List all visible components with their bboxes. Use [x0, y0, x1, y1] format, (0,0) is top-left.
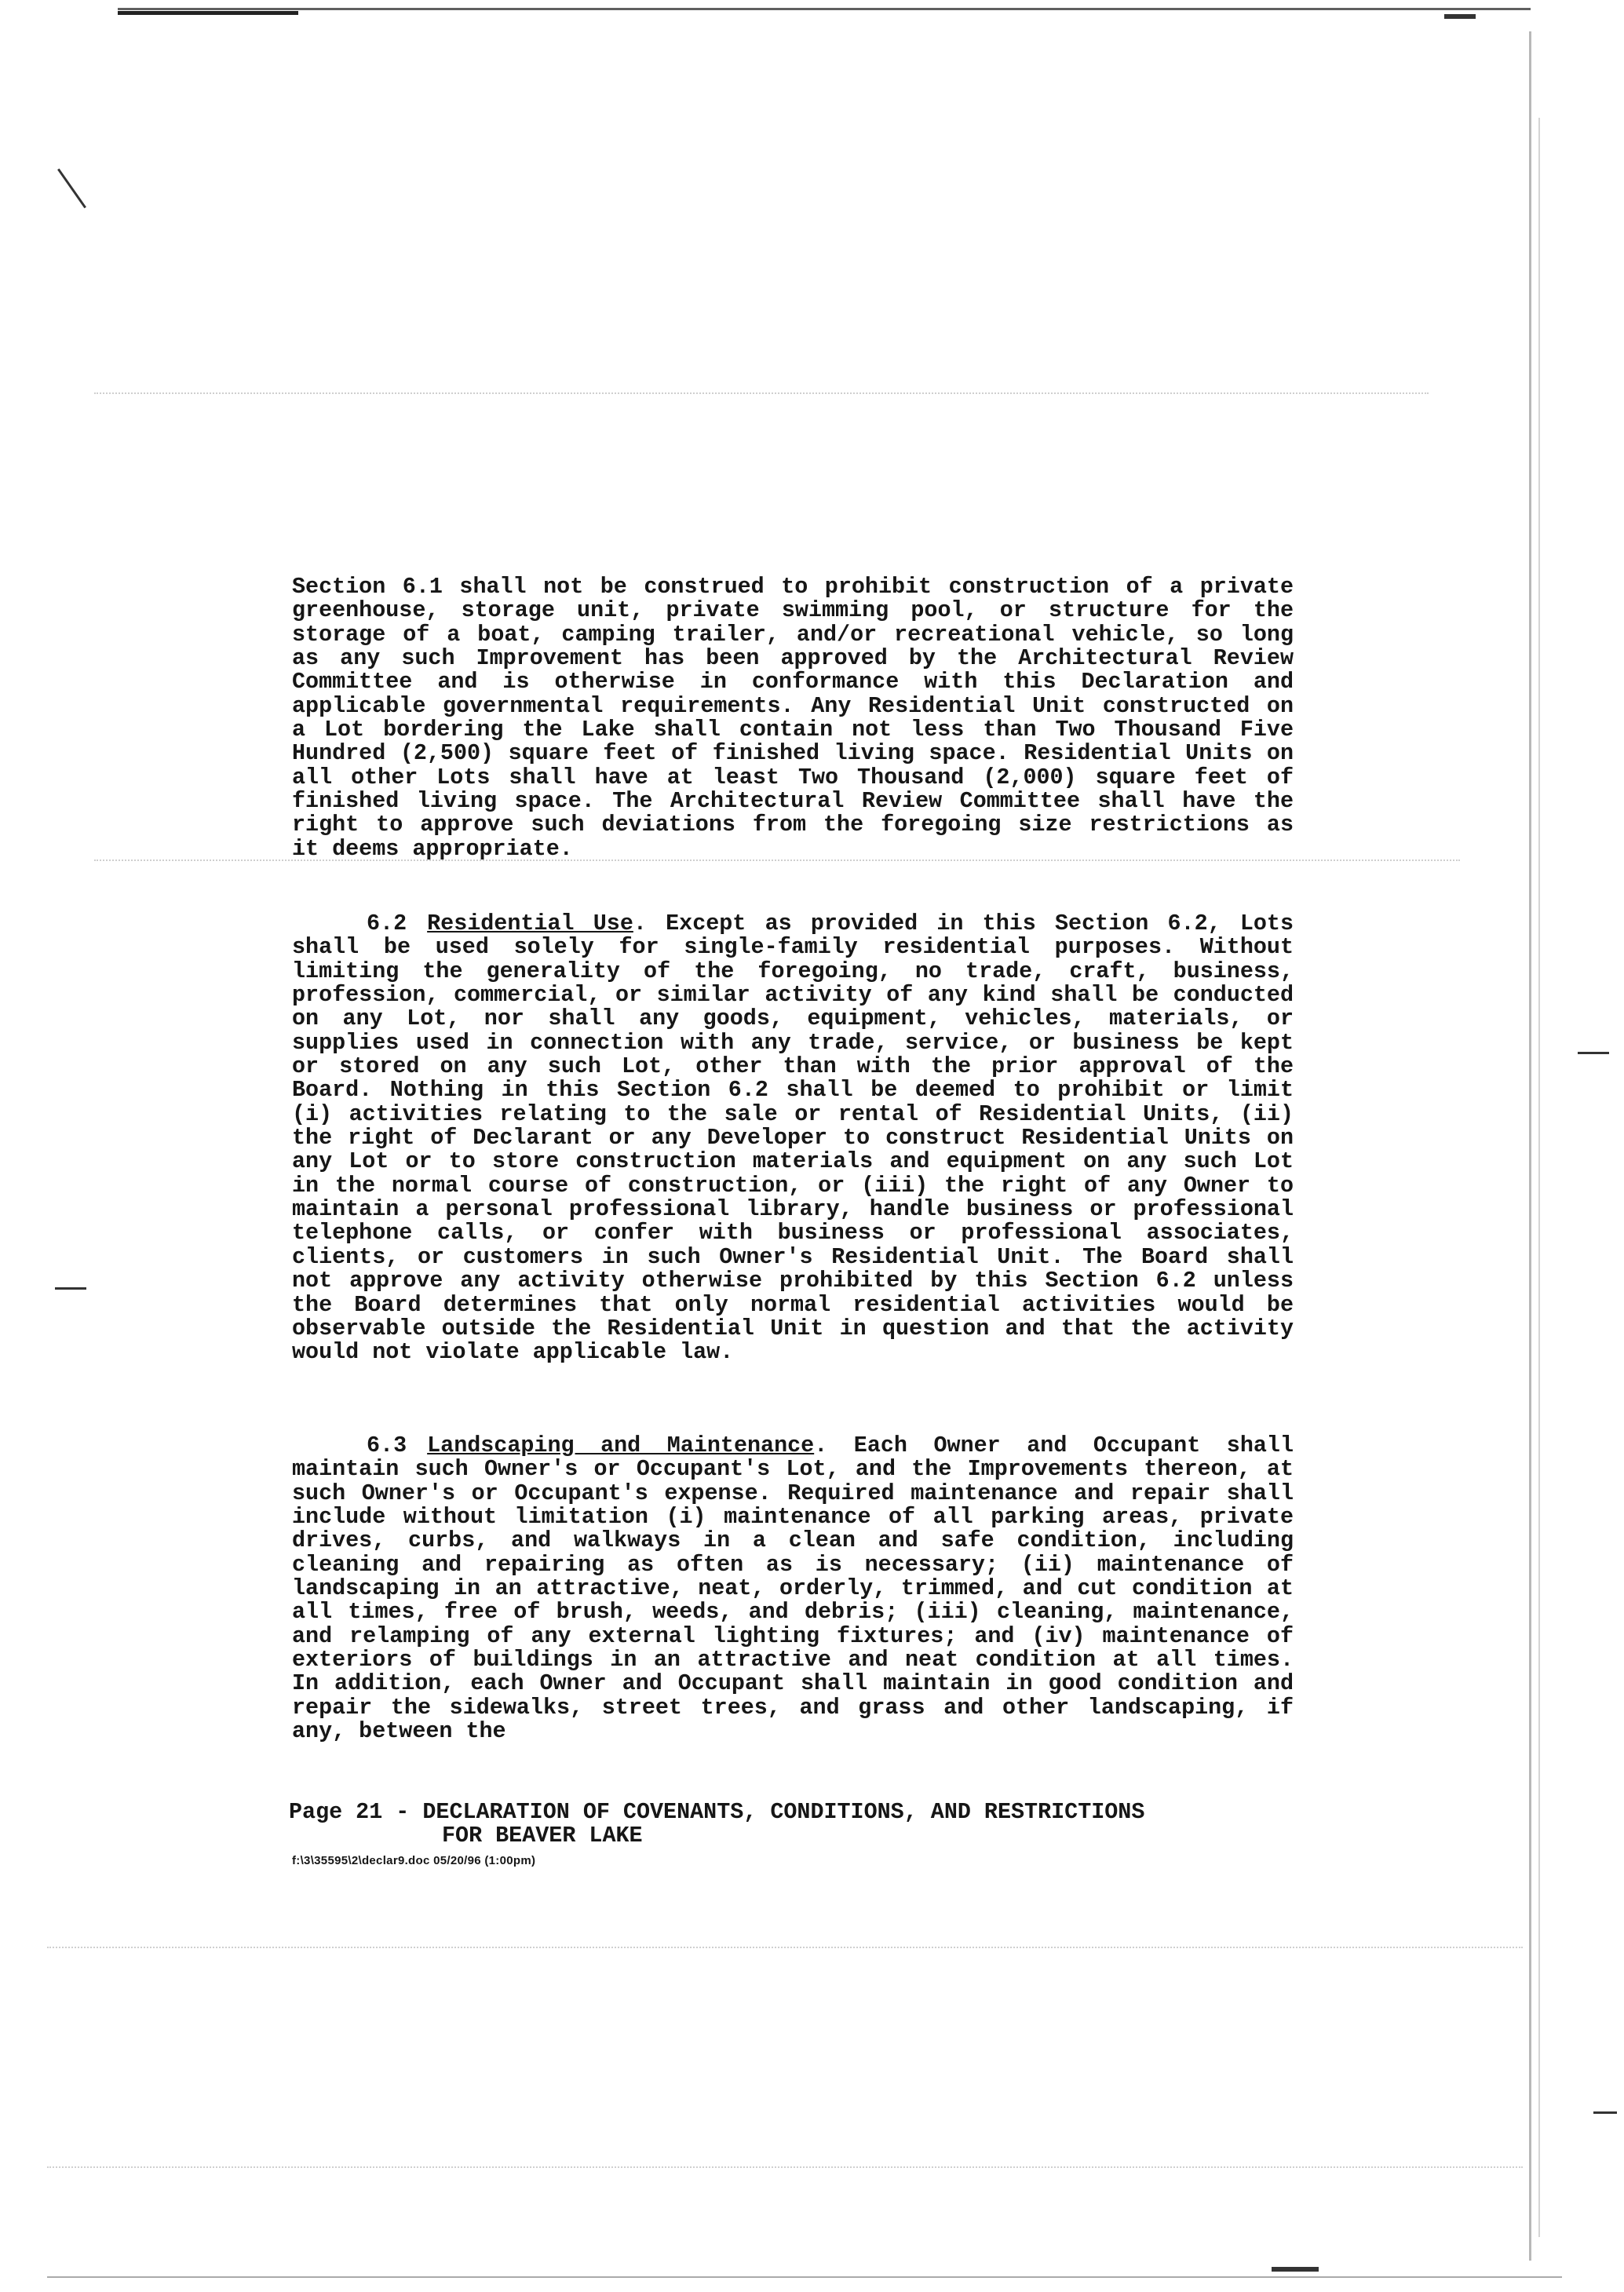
paragraph-section-6-1-continued [292, 575, 1294, 861]
section-title: Residential Use [427, 911, 633, 936]
scan-right-edge [1529, 31, 1531, 2261]
scan-mark [1272, 2267, 1319, 2272]
paragraph-text: Section 6.1 shall not be construed to prohibit construction of a private greenhouse, storage unit, private swimming pool, or structure for the storage of a boat, camping trailer, and/or recreational vehicle, so long as any such Improvement has been approved by the Architectural Review Committee and is otherwise in conformance with this Declaration and applicable governmental requirements. Any Residential Unit constructed on a Lot bordering the Lake shall contain not less than Two Thousand Five Hundred (2,500) square feet of finished living space. Residential Units on all other Lots shall have at least Two Thousand (2,000) square feet of finished living space. The Architectural Review Committee shall have the right to approve such deviations from the foregoing size restrictions as it deems appropriate. [292, 574, 1294, 862]
paragraph-text: . Except as provided in this Section 6.2, Lots shall be used solely for single-family residential purposes. Without limiting the generality of the foregoing, no trade, craft, business, profession, commercial, or similar activity of any kind shall be conducted on any Lot, nor shall any goods, equipment, vehicles, materials, or supplies used in connection with any trade, service, or business be kept or stored on any such Lot, other than with the prior approval of the Board. Nothing in this Section 6.2 shall be deemed to prohibit or limit (i) activities relating to the sale or rental of Residential Units, (ii) the right of Declarant or any Developer to construct Residential Units on any Lot or to store construction materials and equipment on any such Lot in the normal course of construction, or (iii) the right of any Owner to maintain a personal professional library, handle business or professional telephone calls, or confer with business or professional associates, clients, or customers in such Owner's Residential Unit. The Board shall not approve any activity otherwise prohibited by this Section 6.2 unless the Board determines that only normal residential activities would be observable outside the Residential Unit in question and that the activity would not violate applicable law. [292, 911, 1294, 1366]
paragraph-section-6-2 [292, 912, 1294, 1365]
footer-title-line: Page 21 - DECLARATION OF COVENANTS, CONDITIONS, AND RESTRICTIONS [289, 1799, 1145, 1825]
scan-right-edge-inner [1538, 118, 1540, 2237]
paragraph-text: . Each Owner and Occupant shall maintain such Owner's or Occupant's Lot, and the Improvements thereon, at such Owner's or Occupant's expense. Required maintenance and repair shall include without limitation (i) maintenance of all parking areas, private drives, curbs, and walkways in a clean and safe condition, including cleaning and repairing as often as is necessary; (ii) maintenance of landscaping in an attractive, neat, orderly, trimmed, and cut condition at all times, free of brush, weeds, and debris; (iii) cleaning, maintenance, and relamping of any external lighting fixtures; and (iv) maintenance of exteriors of buildings in an attractive and neat condition at all times. In addition, each Owner and Occupant shall maintain in good condition and repair the sidewalks, street trees, and grass and other landscaping, if any, between the [292, 1432, 1294, 1745]
section-number: 6.3 [367, 1432, 407, 1458]
scan-mark [57, 169, 86, 209]
section-number: 6.2 [367, 911, 407, 936]
paragraph-section-6-3 [292, 1434, 1294, 1743]
scan-bottom-edge [47, 2276, 1562, 2278]
scan-mark [1444, 14, 1476, 19]
scan-dots [47, 2166, 1523, 2168]
scan-dots [47, 1947, 1523, 1948]
file-reference: f:\3\35595\2\declar9.doc 05/20/96 (1:00pm) [292, 1854, 536, 1867]
scan-mark [1578, 1052, 1609, 1054]
scan-mark [1593, 2111, 1617, 2114]
scan-top-edge [118, 8, 1531, 10]
section-title: Landscaping and Maintenance [427, 1432, 815, 1458]
scan-top-edge-mark [118, 11, 298, 15]
scan-mark [55, 1287, 86, 1290]
footer-title-line-2: FOR BEAVER LAKE [442, 1823, 643, 1849]
scan-dots [94, 392, 1429, 394]
page-footer [289, 1801, 1309, 1848]
